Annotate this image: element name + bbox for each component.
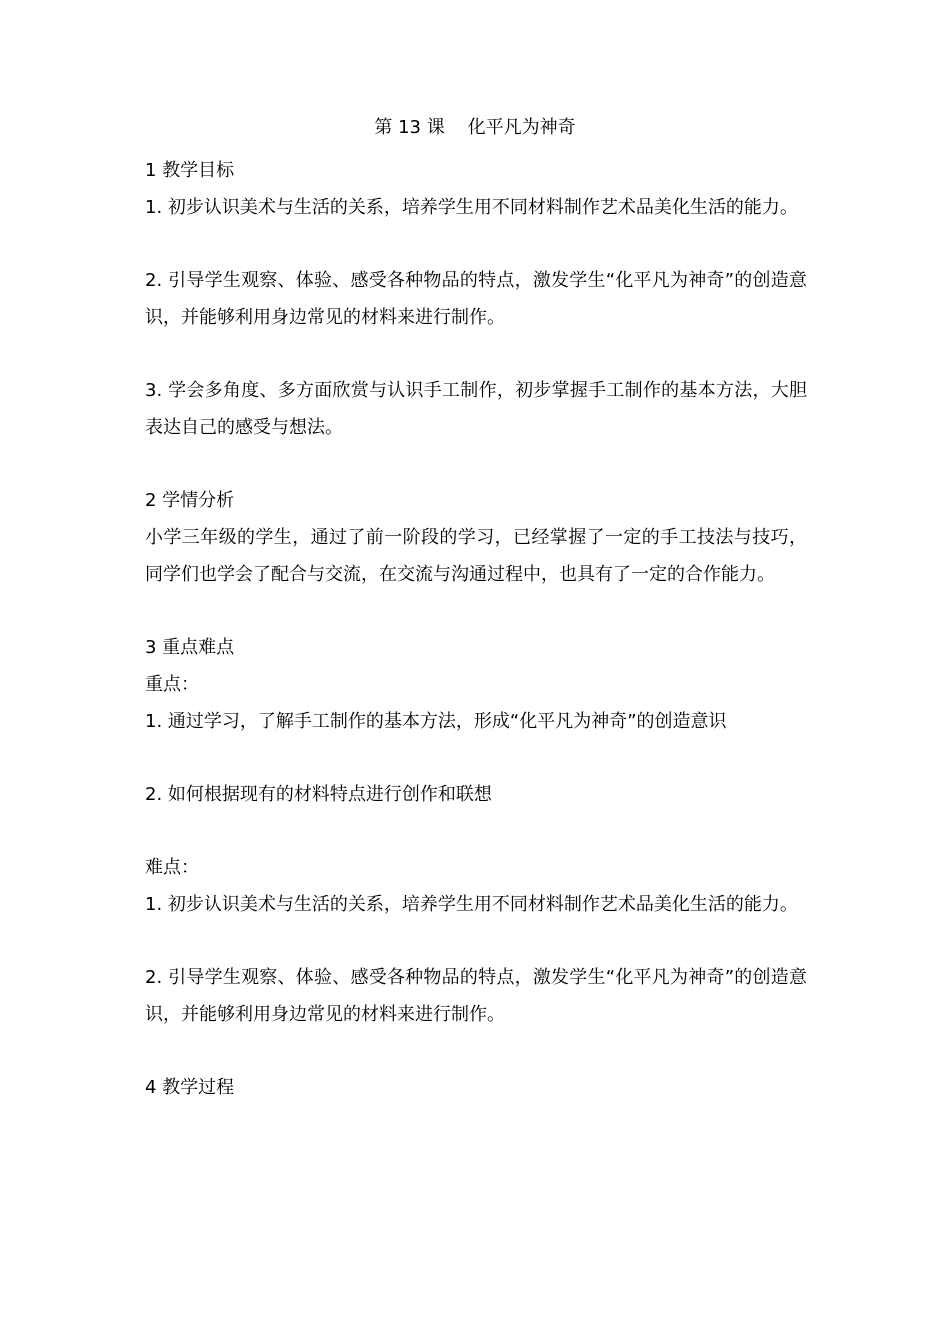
lesson-title: 第 13 课 化平凡为神奇 [374,117,576,138]
objectives-heading: 1 教学目标 [145,160,235,181]
paragraph-gap [145,593,807,629]
focus-item-1: 1. 通过学习，了解手工制作的基本方法，形成“化平凡为神奇”的创造意识 [145,711,727,732]
process-heading: 4 教学过程 [145,1077,235,1098]
difficulty-label: 难点： [145,857,199,878]
paragraph-gap [145,740,807,776]
document-body [145,152,807,1106]
paragraph-gap [145,446,807,482]
objective-item-3: 3. 学会多角度、多方面欣赏与认识手工制作，初步掌握手工制作的基本方法，大胆表达自己的感受与想法。 [145,380,807,438]
difficulty-item-1: 1. 初步认识美术与生活的关系，培养学生用不同材料制作艺术品美化生活的能力。 [145,894,798,915]
paragraph-gap [145,336,807,372]
paragraph-gap [145,813,807,849]
objective-item-1: 1. 初步认识美术与生活的关系，培养学生用不同材料制作艺术品美化生活的能力。 [145,197,798,218]
analysis-heading: 2 学情分析 [145,490,235,511]
objective-item-2: 2. 引导学生观察、体验、感受各种物品的特点，激发学生“化平凡为神奇”的创造意识，并能够利用身边常见的材料来进行制作。 [145,270,807,328]
paragraph-gap [145,1033,807,1069]
focus-label: 重点： [145,674,199,695]
difficulty-item-2: 2. 引导学生观察、体验、感受各种物品的特点，激发学生“化平凡为神奇”的创造意识，并能够利用身边常见的材料来进行制作。 [145,967,807,1025]
analysis-text: 小学三年级的学生，通过了前一阶段的学习，已经掌握了一定的手工技法与技巧，同学们也学会了配合与交流，在交流与沟通过程中，也具有了一定的合作能力。 [145,527,807,585]
paragraph-gap [145,226,807,262]
paragraph-gap [145,923,807,959]
focus-item-2: 2. 如何根据现有的材料特点进行创作和联想 [145,784,492,805]
key-points-heading: 3 重点难点 [145,637,235,658]
